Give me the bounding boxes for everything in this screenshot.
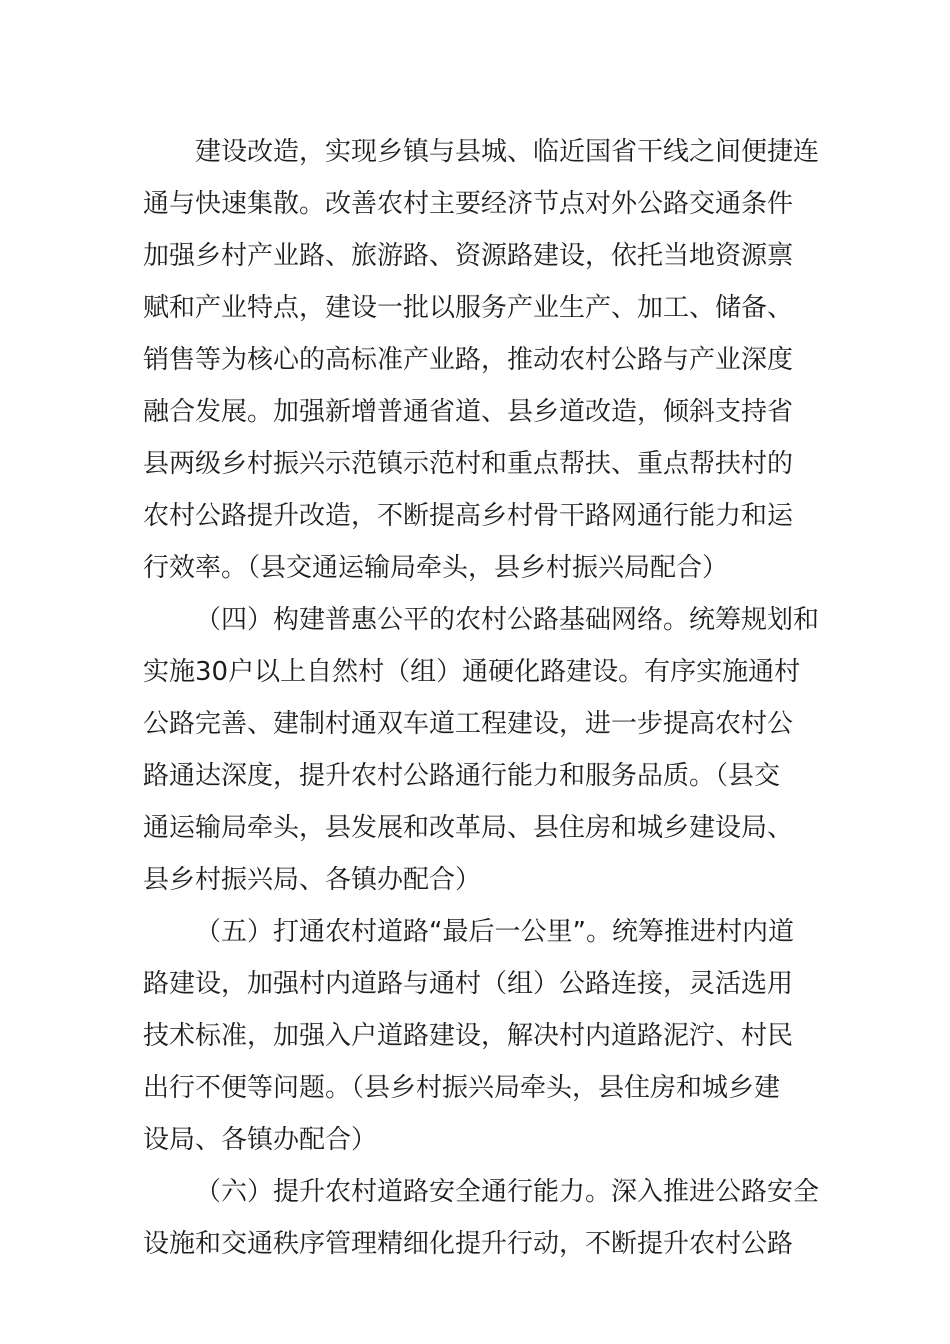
paragraph-line: 路通达深度，提升农村公路通行能力和服务品质。（县交 xyxy=(143,761,781,791)
paragraph-line: 县乡村振兴局、各镇办配合） xyxy=(143,865,482,895)
paragraph-line: 建设改造，实现乡镇与县城、临近国省干线之间便捷连 xyxy=(195,137,820,167)
paragraph-line: 设局、各镇办配合） xyxy=(143,1125,378,1155)
paragraph-line: （五）打通农村道路“最后一公里”。统筹推进村内道 xyxy=(195,917,794,947)
paragraph-line: 通运输局牵头，县发展和改革局、县住房和城乡建设局、 xyxy=(143,813,794,843)
paragraph-line: 通与快速集散。改善农村主要经济节点对外公路交通条件 xyxy=(143,189,794,219)
paragraph-line: 加强乡村产业路、旅游路、资源路建设，依托当地资源禀 xyxy=(143,241,794,271)
paragraph-line: （六）提升农村道路安全通行能力。深入推进公路安全 xyxy=(195,1177,820,1207)
paragraph-line: 公路完善、建制村通双车道工程建设，进一步提高农村公 xyxy=(143,709,794,739)
body-text xyxy=(143,126,820,1270)
paragraph-line: 技术标准，加强入户道路建设，解决村内道路泥泞、村民 xyxy=(143,1021,794,1051)
paragraph-line: 设施和交通秩序管理精细化提升行动，不断提升农村公路 xyxy=(143,1229,794,1259)
paragraph-line: 农村公路提升改造，不断提高乡村骨干路网通行能力和运 xyxy=(143,501,794,531)
paragraph-line: （四）构建普惠公平的农村公路基础网络。统筹规划和 xyxy=(195,605,820,635)
paragraph-line: 路建设，加强村内道路与通村（组）公路连接，灵活选用 xyxy=(143,969,794,999)
paragraph-line: 出行不便等问题。（县乡村振兴局牵头，县住房和城乡建 xyxy=(143,1073,781,1103)
paragraph-line: 销售等为核心的高标准产业路，推动农村公路与产业深度 xyxy=(143,345,794,375)
paragraph-line: 行效率。（县交通运输局牵头，县乡村振兴局配合） xyxy=(143,553,729,583)
paragraph-line: 县两级乡村振兴示范镇示范村和重点帮扶、重点帮扶村的 xyxy=(143,449,794,479)
paragraph-line: 实施30户以上自然村（组）通硬化路建设。有序实施通村 xyxy=(143,657,801,687)
paragraph-line: 赋和产业特点，建设一批以服务产业生产、加工、储备、 xyxy=(143,293,794,323)
paragraph-line: 融合发展。加强新增普通省道、县乡道改造，倾斜支持省 xyxy=(143,397,794,427)
